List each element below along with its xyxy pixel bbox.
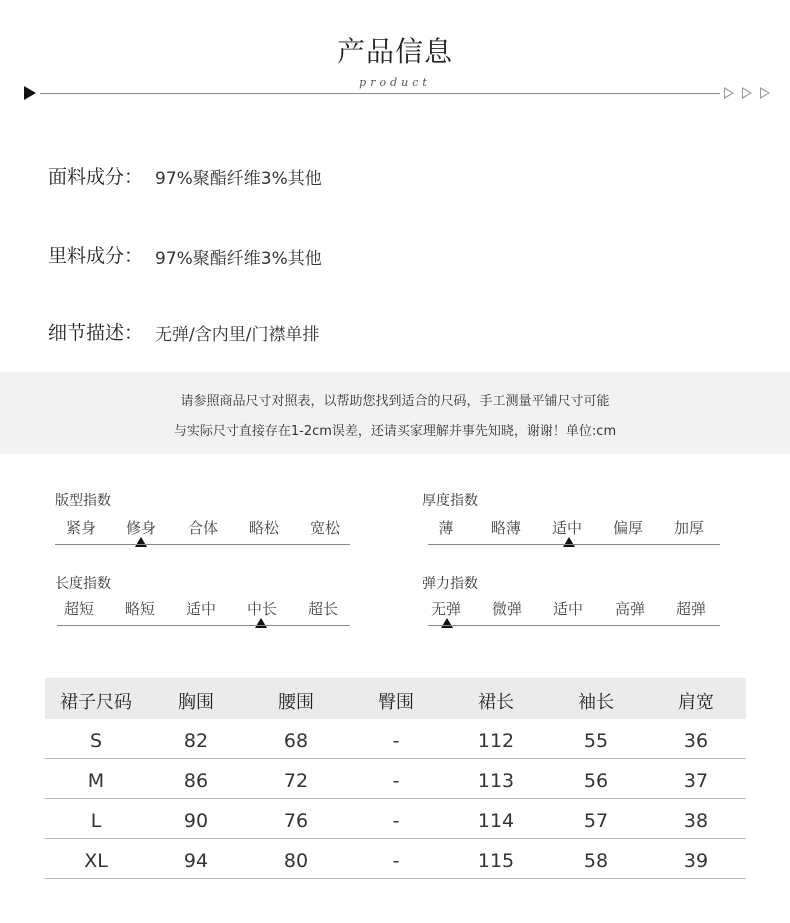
elasticity-selected-marker (441, 618, 453, 628)
table-cell: 36 (683, 730, 709, 752)
elasticity-option: 超弹 (675, 600, 706, 618)
table-header-cell: 裙子尺码 (60, 692, 132, 713)
length-option: 适中 (185, 600, 216, 618)
length-option: 超短 (63, 600, 94, 618)
length-option: 略短 (124, 600, 155, 618)
length-scale-line (57, 625, 350, 626)
fit-option: 宽松 (309, 519, 340, 537)
table-cell: 58 (583, 850, 609, 872)
thickness-index-title: 厚度指数 (422, 493, 478, 509)
table-cell: 86 (183, 770, 209, 792)
lining-label: 里料成分： (48, 245, 144, 267)
table-header-cell: 臀围 (378, 692, 414, 713)
table-cell: XL (84, 850, 108, 872)
fit-option: 略松 (248, 519, 279, 537)
page-title: 产品信息 (336, 35, 453, 68)
elasticity-option: 高弹 (614, 600, 645, 618)
lining-value: 97%聚酯纤维3%其他 (155, 249, 322, 269)
table-cell: 90 (183, 810, 209, 832)
table-cell: 37 (683, 770, 709, 792)
table-cell: 82 (183, 730, 209, 752)
size-note-line1: 请参照商品尺寸对照表，以帮助您找到适合的尺码，手工测量平铺尺寸可能 (180, 394, 610, 409)
thickness-option: 偏厚 (612, 519, 643, 537)
table-row-divider (45, 838, 746, 839)
table-cell: 38 (683, 810, 709, 832)
fit-selected-marker (135, 537, 147, 547)
length-index-title: 长度指数 (55, 576, 111, 592)
fabric-label: 面料成分： (48, 166, 144, 188)
table-cell: - (392, 850, 400, 872)
length-selected-marker (255, 618, 267, 628)
table-cell: 94 (183, 850, 209, 872)
table-row-divider (45, 758, 746, 759)
length-option: 中长 (246, 600, 277, 618)
fit-option: 紧身 (65, 519, 96, 537)
table-cell: 115 (477, 850, 515, 872)
table-header-cell: 腰围 (278, 692, 314, 713)
elasticity-index-title: 弹力指数 (422, 576, 478, 592)
table-cell: 39 (683, 850, 709, 872)
detail-label: 细节描述： (48, 322, 144, 344)
table-cell: 80 (283, 850, 309, 872)
table-cell: 56 (583, 770, 609, 792)
length-option: 超长 (307, 600, 338, 618)
thickness-option: 略薄 (490, 519, 521, 537)
table-cell: - (392, 730, 400, 752)
play-arrow-icon (24, 86, 36, 100)
table-header-cell: 袖长 (578, 692, 614, 713)
header-divider (40, 93, 720, 94)
thickness-selected-marker (563, 537, 575, 547)
fit-index-title: 版型指数 (55, 493, 111, 509)
table-cell: - (392, 770, 400, 792)
fabric-value: 97%聚酯纤维3%其他 (155, 169, 322, 189)
table-header-cell: 裙长 (478, 692, 514, 713)
thickness-option: 适中 (551, 519, 582, 537)
detail-value: 无弹/含内里/门襟单排 (155, 325, 320, 345)
table-cell: 113 (477, 770, 515, 792)
table-cell: 76 (283, 810, 309, 832)
table-cell: 114 (477, 810, 515, 832)
table-cell: 112 (477, 730, 515, 752)
page-subtitle: product (359, 76, 431, 89)
elasticity-scale-line (428, 625, 720, 626)
table-cell: 72 (283, 770, 309, 792)
table-cell: 55 (583, 730, 609, 752)
fit-scale-line (55, 544, 350, 545)
thickness-scale-line (428, 544, 720, 545)
table-row-divider (45, 798, 746, 799)
fit-option: 合体 (187, 519, 218, 537)
table-cell: L (90, 810, 102, 832)
thickness-option: 加厚 (673, 519, 704, 537)
table-cell: S (89, 730, 103, 752)
table-row-divider (45, 878, 746, 879)
table-cell: M (87, 770, 105, 792)
table-cell: 57 (583, 810, 609, 832)
table-cell: 68 (283, 730, 309, 752)
table-cell: - (392, 810, 400, 832)
thickness-option: 薄 (438, 519, 454, 537)
table-header-cell: 肩宽 (678, 692, 714, 713)
size-note-band (0, 372, 790, 454)
table-header-cell: 胸围 (178, 692, 214, 713)
fit-option: 修身 (125, 519, 156, 537)
elasticity-option: 无弹 (430, 600, 461, 618)
elasticity-option: 适中 (552, 600, 583, 618)
elasticity-option: 微弹 (491, 600, 522, 618)
size-note-line2: 与实际尺寸直接存在1-2cm误差，还请买家理解并事先知晓，谢谢！单位:cm (173, 424, 617, 439)
